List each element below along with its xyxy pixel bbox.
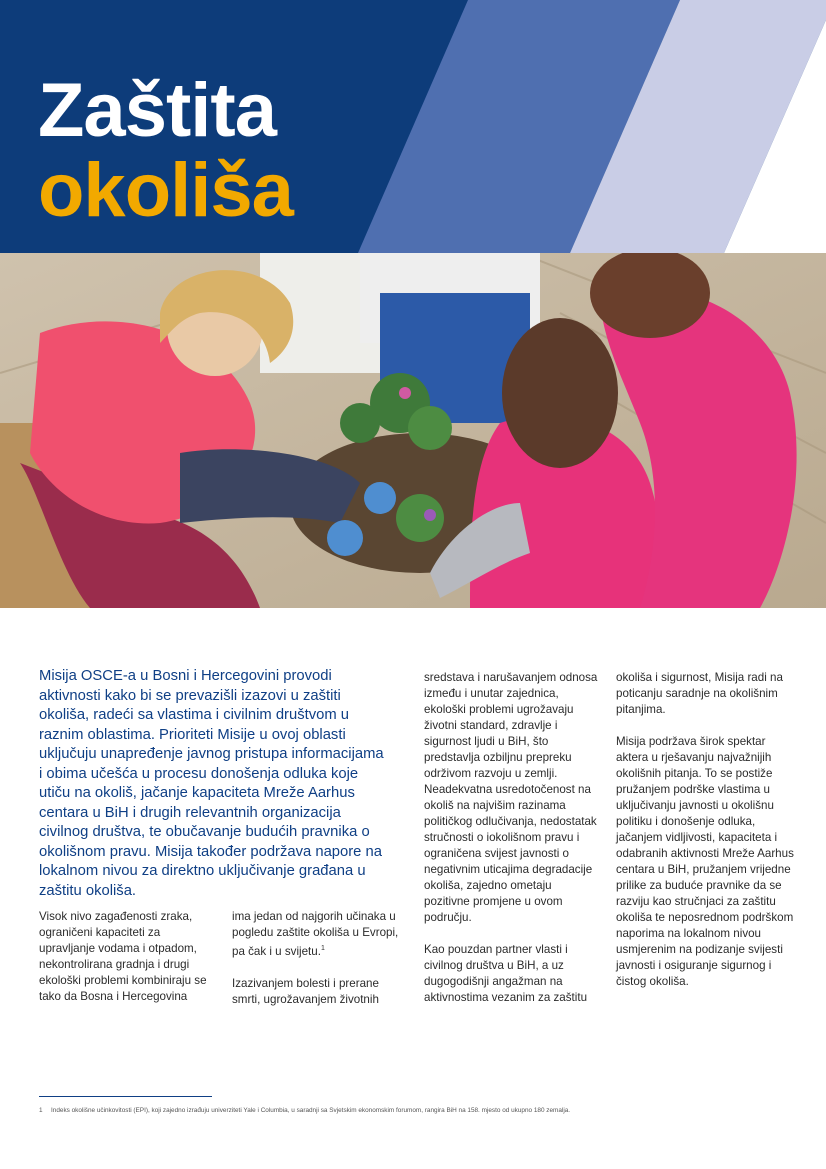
footnote-divider [39, 1096, 212, 1097]
body-paragraph: Misija podržava širok spektar aktera u rješavanju najvažnijih okolišnih pitanja. To se postiže pružanjem podrške vlastima u uključivanju javnosti u okolišnu politiku i donošenje odluka, jačanjem vidljivosti, kapaciteta i odabranih aktivnosti Mreže Aarhus centara u BiH, pružanjem vrijedne prilike za buduće pravnike da se razviju kao stručnjaci za zaštitu okoliša te neposrednom podrškom naporima na lokalnom nivou usmjerenim na podizanje svijesti javnosti i osiguranje sigurnog i čistog okoliša. [616, 735, 794, 988]
page-title-line1: Zaštita [38, 68, 276, 153]
footnote [39, 1106, 799, 1115]
page-title-line2: okoliša [38, 148, 293, 233]
footnote-text: Indeks okolišne učinkovitosti (EPI), koji zajedno izrađuju univerziteti Yale i Columbia, u saradnji sa Svjetskim ekonomskim forumom, rangira BiH na 158. mjesto od ukupno 180 zemalja. [51, 1107, 571, 1114]
woman-left-glove-2 [364, 482, 396, 514]
body-paragraph [232, 909, 400, 960]
child-head-hair [502, 318, 618, 468]
footnote-number: 1 [39, 1107, 43, 1114]
body-column-4 [616, 670, 794, 990]
body-paragraph: okoliša i sigurnost, Misija radi na poticanju saradnje na okolišnim pitanjima. [616, 671, 783, 716]
body-paragraph: Visok nivo zagađenosti zraka, ograničeni kapaciteti za upravljanje vodama i otpadom, nekontrolirana gradnja i drugi ekološki problemi kombiniraju se tako da Bosna i Hercegovina [39, 910, 207, 1003]
body-text: ima jedan od najgorih učinaka u pogledu zaštite okoliša u Evropi, pa čak i u svijetu. [232, 910, 399, 958]
body-column-3 [424, 670, 600, 1006]
body-paragraph: sredstava i narušavanjem odnosa između i unutar zajednica, ekološki problemi ugrožavaju životni standard, zdravlje i sigurnost ljudi u BiH, što predstavlja ozbiljnu prepreku održivom razvoju u zemlji. Neadekvatna usredotočenost na okoliš na najvišim razinama političkog odlučivanja, nedostatak stručnosti o iokolišnom pravu i ograničena svijest javnosti o negativnim uticajima degradacije okoliša, zajedno ometaju pozitivne promjene u ovom području. [424, 671, 598, 924]
body-column-2 [232, 909, 400, 1008]
photo-illustration [0, 253, 826, 608]
lead-paragraph [39, 667, 384, 901]
footnote-reference[interactable]: 1 [320, 945, 325, 952]
header-banner [0, 0, 826, 253]
hero-photo [0, 253, 826, 608]
body-paragraph: Kao pouzdan partner vlasti i civilnog društva u BiH, a uz dugogodišnji angažman na aktivnostima vezanim za zaštitu [424, 943, 588, 1004]
body-column-1 [39, 909, 217, 1005]
body-paragraph: Izazivanjem bolesti i prerane smrti, ugrožavanjem životnih [232, 976, 379, 1006]
lead-text: Misija OSCE-a u Bosni i Hercegovini provodi aktivnosti kako bi se prevazišli izazovi u zaštiti okoliša, radeći sa vlastima i civilnim društvom u raznim oblastima. Prioriteti Misije u ovoj oblasti uključuju unapređenje javnog pristupa informacijama i obima učešća u procesu donošenja odluka koje utiču na okoliš, jačanje kapaciteta Mreže Aarhus centara u BiH i drugih relevantnih organizacija civilnog društva, te obučavanje budućih pravnika o okolišnom pravu. Misija također podržava napore na lokalnom nivou za direktno uključivanje građana u zaštitu okoliša. [39, 668, 384, 899]
woman-left-glove-1 [327, 520, 363, 556]
